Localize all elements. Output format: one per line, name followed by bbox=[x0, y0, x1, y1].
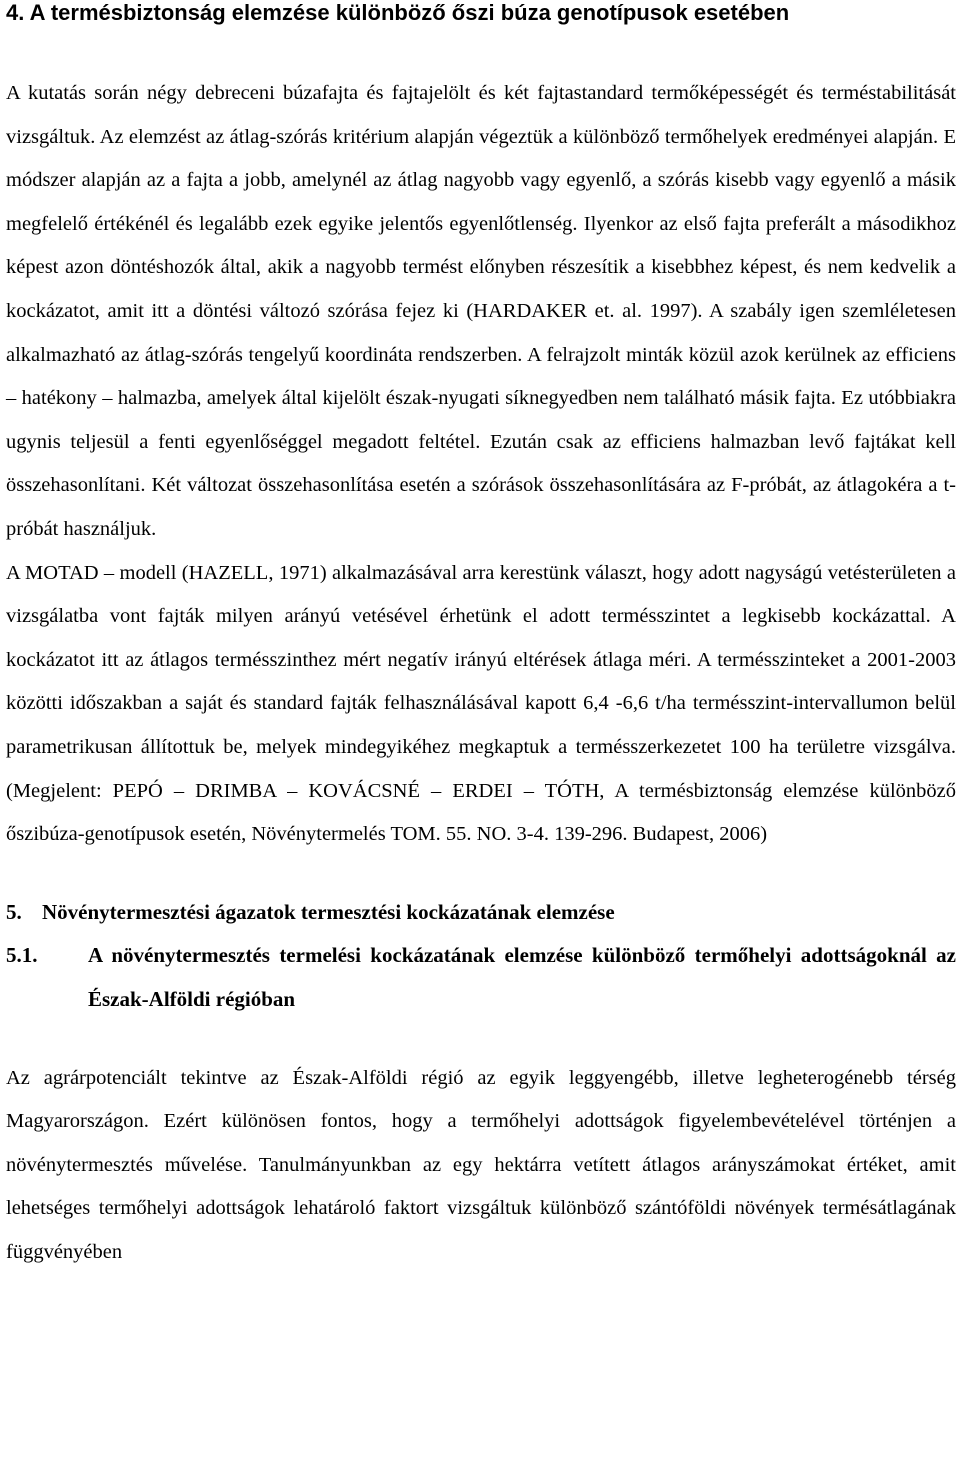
section-5-heading bbox=[6, 897, 956, 927]
section-5-1-heading bbox=[6, 933, 956, 1021]
section-4-paragraph-2: A MOTAD – modell (HAZELL, 1971) alkalmazásával arra kerestünk választ, hogy adott nagyságú vetésterületen a vizsgálatba vont fajták milyen arányú vetésével érhetünk el adott termésszintet a legkisebb kockázattal. A kockázatot itt az átlagos termésszinthez mért negatív irányú eltérések átlaga méri. A termésszinteket a 2001-2003 közötti időszakban a saját és standard fajták felhasználásával kapott 6,4 -6,6 t/ha termésszint-intervallumon belül parametrikusan állítottuk be, melyek mindegyikéhez megkaptuk a termésszerkezetet 100 ha területre vizsgálva. (Megjelent: PEPÓ – DRIMBA – KOVÁCSNÉ – ERDEI – TÓTH, A termésbiztonság elemzése különböző őszibúza-genotípusok esetén, Növénytermelés TOM. 55. NO. 3-4. 139-296. Budapest, 2006) bbox=[6, 561, 956, 846]
section-4-paragraph-1: A kutatás során négy debreceni búzafajta és fajtajelölt és két fajtastandard termőképességét és terméstabilitását vizsgáltuk. Az elemzést az átlag-szórás kritérium alapján végeztük a különböző termőhelyek eredményei alapján. E módszer alapján az a fajta a jobb, amelynél az átlag nagyobb vagy egyenlő, a szórás kisebb vagy egyenlő a másik megfelelő értékénél és legalább ezek egyike jelentős egyenlőtlenség. Ilyenkor az első fajta preferált a másodikhoz képest azon döntéshozók által, akik a nagyobb termést előnyben részesítik a kisebbhez képest, és nem kedvelik a kockázatot, amit itt a döntési változó szórása fejez ki (HARDAKER et. al. 1997). A szabály igen szemléletesen alkalmazható az átlag-szórás tengelyű koordináta rendszerben. A felrajzolt minták közül azok kerülnek az efficiens – hatékony – halmazba, amelyek által kijelölt észak-nyugati síknegyedben nem található másik fajta. Ez utóbbiakra ugynis teljesül a fenti egyenlőséggel megadott feltétel. Ezután csak az efficiens halmazban levő fajtákat kell összehasonlítani. Két változat összehasonlítása esetén a szórások összehasonlítására az F-próbát, az átlagokéra a t-próbát használjuk. bbox=[6, 82, 956, 540]
section-5-title: Növénytermesztési ágazatok termesztési kockázatának elemzése bbox=[42, 899, 615, 924]
section-5-1-paragraph: Az agrárpotenciált tekintve az Észak-Alföldi régió az egyik leggyengébb, illetve legheterogénebb térség Magyarországon. Ezért különösen fontos, hogy a termőhelyi adottságok figyelembevételével történjen a növénytermesztés művelése. Tanulmányunkban az egy hektárra vetített átlagos arányszámokat értéket, amit lehetséges termőhelyi adottságok lehatároló faktort vizsgáltuk különböző szántóföldi növények termésátlagának függvényében bbox=[6, 1066, 956, 1264]
document-page bbox=[6, 0, 956, 1275]
section-5-1-title: A növénytermesztés termelési kockázatának elemzése különböző termőhelyi adottságoknál az Észak-Alföldi régióban bbox=[88, 942, 956, 1011]
section-5-number: 5. bbox=[6, 899, 22, 924]
section-4-heading: 4. A termésbiztonság elemzése különböző őszi búza genotípusok esetében bbox=[6, 0, 790, 25]
section-5-1-number: 5.1. bbox=[6, 942, 38, 967]
